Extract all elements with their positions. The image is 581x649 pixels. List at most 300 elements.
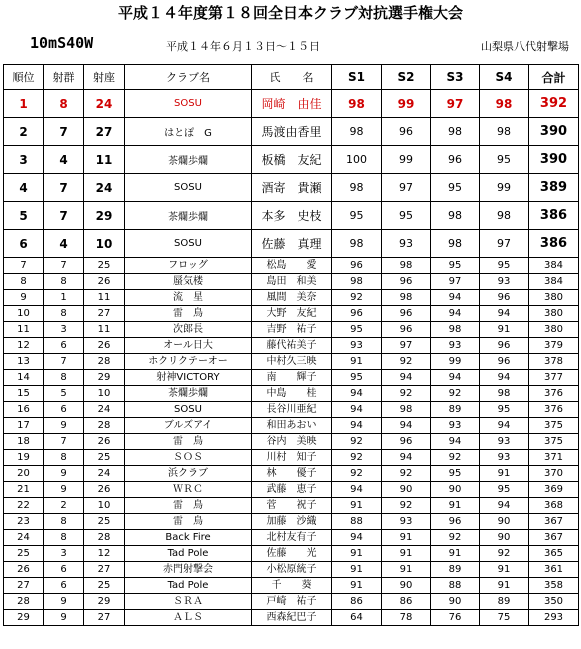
table-row <box>4 354 579 370</box>
cell-firing-point: 26 <box>84 338 125 354</box>
cell-club: 射神VICTORY <box>125 370 252 386</box>
cell-s1: 91 <box>332 562 382 578</box>
cell-s1: 94 <box>332 402 382 418</box>
cell-s4: 94 <box>480 498 529 514</box>
cell-rank: 20 <box>4 466 44 482</box>
cell-club: SOSU <box>125 230 252 258</box>
cell-s4: 93 <box>480 274 529 290</box>
cell-s1: 94 <box>332 418 382 434</box>
cell-s4: 93 <box>480 434 529 450</box>
cell-firing-point: 10 <box>84 230 125 258</box>
col-header-relay: 射群 <box>44 65 84 90</box>
cell-s2: 94 <box>382 370 431 386</box>
cell-s2: 95 <box>382 202 431 230</box>
cell-relay: 7 <box>44 434 84 450</box>
cell-s1: 100 <box>332 146 382 174</box>
cell-relay: 7 <box>44 258 84 274</box>
cell-rank: 16 <box>4 402 44 418</box>
cell-s1: 64 <box>332 610 382 626</box>
cell-name: 川村 知子 <box>252 450 332 466</box>
cell-rank: 14 <box>4 370 44 386</box>
cell-name: 戸崎 祐子 <box>252 594 332 610</box>
cell-firing-point: 24 <box>84 402 125 418</box>
cell-s1: 91 <box>332 498 382 514</box>
cell-s1: 91 <box>332 354 382 370</box>
cell-s3: 98 <box>431 230 480 258</box>
cell-club: 流 星 <box>125 290 252 306</box>
cell-name: 加藤 沙織 <box>252 514 332 530</box>
cell-relay: 9 <box>44 466 84 482</box>
cell-s1: 96 <box>332 306 382 322</box>
cell-relay: 1 <box>44 290 84 306</box>
col-header-s1: S1 <box>332 65 382 90</box>
cell-rank: 29 <box>4 610 44 626</box>
cell-name: 風間 美奈 <box>252 290 332 306</box>
cell-s1: 95 <box>332 202 382 230</box>
cell-relay: 8 <box>44 530 84 546</box>
cell-rank: 13 <box>4 354 44 370</box>
cell-s4: 95 <box>480 146 529 174</box>
cell-total: 350 <box>529 594 579 610</box>
table-row <box>4 578 579 594</box>
cell-total: 376 <box>529 402 579 418</box>
col-header-firing-point: 射座 <box>84 65 125 90</box>
cell-s2: 90 <box>382 578 431 594</box>
cell-name: 島田 和美 <box>252 274 332 290</box>
table-row <box>4 482 579 498</box>
cell-club: はとぽ G <box>125 118 252 146</box>
cell-name: 和田あおい <box>252 418 332 434</box>
cell-s2: 93 <box>382 230 431 258</box>
cell-rank: 8 <box>4 274 44 290</box>
cell-s2: 91 <box>382 562 431 578</box>
cell-s2: 98 <box>382 290 431 306</box>
cell-name: 岡崎 由佳 <box>252 90 332 118</box>
cell-rank: 9 <box>4 290 44 306</box>
cell-s3: 94 <box>431 290 480 306</box>
cell-s3: 96 <box>431 146 480 174</box>
cell-club: Tad Pole <box>125 578 252 594</box>
cell-relay: 8 <box>44 370 84 386</box>
cell-total: 370 <box>529 466 579 482</box>
table-row <box>4 230 579 258</box>
cell-s3: 76 <box>431 610 480 626</box>
cell-club: オール日大 <box>125 338 252 354</box>
cell-total: 361 <box>529 562 579 578</box>
cell-s4: 95 <box>480 402 529 418</box>
cell-club: Tad Pole <box>125 546 252 562</box>
cell-total: 379 <box>529 338 579 354</box>
results-table <box>3 64 579 626</box>
cell-firing-point: 29 <box>84 370 125 386</box>
cell-s3: 98 <box>431 202 480 230</box>
cell-name: 板橋 友紀 <box>252 146 332 174</box>
cell-total: 371 <box>529 450 579 466</box>
cell-s1: 98 <box>332 230 382 258</box>
cell-s3: 94 <box>431 434 480 450</box>
cell-name: 小松原統子 <box>252 562 332 578</box>
cell-s4: 98 <box>480 118 529 146</box>
cell-s3: 94 <box>431 370 480 386</box>
cell-total: 380 <box>529 322 579 338</box>
cell-rank: 12 <box>4 338 44 354</box>
cell-rank: 26 <box>4 562 44 578</box>
table-row <box>4 174 579 202</box>
cell-relay: 8 <box>44 274 84 290</box>
cell-s2: 92 <box>382 386 431 402</box>
cell-rank: 23 <box>4 514 44 530</box>
table-row <box>4 370 579 386</box>
cell-name: 千 葵 <box>252 578 332 594</box>
table-row <box>4 514 579 530</box>
cell-firing-point: 26 <box>84 274 125 290</box>
cell-total: 384 <box>529 274 579 290</box>
cell-name: 佐藤 真理 <box>252 230 332 258</box>
table-row <box>4 306 579 322</box>
cell-s3: 92 <box>431 530 480 546</box>
cell-s1: 93 <box>332 338 382 354</box>
cell-name: 中村久三映 <box>252 354 332 370</box>
cell-s1: 98 <box>332 90 382 118</box>
cell-firing-point: 28 <box>84 354 125 370</box>
table-row <box>4 434 579 450</box>
cell-total: 365 <box>529 546 579 562</box>
cell-s4: 75 <box>480 610 529 626</box>
cell-rank: 10 <box>4 306 44 322</box>
cell-relay: 6 <box>44 338 84 354</box>
cell-s3: 98 <box>431 322 480 338</box>
cell-s4: 94 <box>480 370 529 386</box>
cell-relay: 4 <box>44 230 84 258</box>
cell-total: 386 <box>529 202 579 230</box>
cell-s4: 98 <box>480 90 529 118</box>
cell-s3: 95 <box>431 258 480 274</box>
cell-firing-point: 10 <box>84 386 125 402</box>
cell-relay: 9 <box>44 594 84 610</box>
cell-relay: 8 <box>44 450 84 466</box>
cell-club: 雷 鳥 <box>125 306 252 322</box>
cell-total: 386 <box>529 230 579 258</box>
cell-s1: 98 <box>332 274 382 290</box>
cell-relay: 3 <box>44 546 84 562</box>
col-header-s4: S4 <box>480 65 529 90</box>
cell-s4: 98 <box>480 386 529 402</box>
cell-firing-point: 25 <box>84 258 125 274</box>
table-row <box>4 402 579 418</box>
col-header-total: 合計 <box>529 65 579 90</box>
cell-relay: 6 <box>44 578 84 594</box>
cell-relay: 7 <box>44 354 84 370</box>
cell-total: 389 <box>529 174 579 202</box>
cell-relay: 7 <box>44 174 84 202</box>
cell-s3: 88 <box>431 578 480 594</box>
cell-total: 367 <box>529 530 579 546</box>
cell-rank: 6 <box>4 230 44 258</box>
cell-rank: 19 <box>4 450 44 466</box>
cell-firing-point: 26 <box>84 434 125 450</box>
cell-club: ＷＲＣ <box>125 482 252 498</box>
cell-firing-point: 11 <box>84 322 125 338</box>
cell-s2: 99 <box>382 146 431 174</box>
cell-s3: 96 <box>431 514 480 530</box>
cell-firing-point: 28 <box>84 418 125 434</box>
cell-s3: 93 <box>431 418 480 434</box>
cell-s3: 90 <box>431 482 480 498</box>
cell-club: 蜃気楼 <box>125 274 252 290</box>
cell-firing-point: 24 <box>84 174 125 202</box>
cell-s3: 89 <box>431 402 480 418</box>
table-row <box>4 530 579 546</box>
cell-total: 392 <box>529 90 579 118</box>
cell-rank: 27 <box>4 578 44 594</box>
cell-firing-point: 25 <box>84 578 125 594</box>
cell-relay: 3 <box>44 322 84 338</box>
table-row <box>4 466 579 482</box>
cell-s2: 98 <box>382 258 431 274</box>
cell-total: 367 <box>529 514 579 530</box>
cell-relay: 9 <box>44 482 84 498</box>
cell-s3: 93 <box>431 338 480 354</box>
cell-club: Back Fire <box>125 530 252 546</box>
cell-s4: 91 <box>480 562 529 578</box>
cell-name: 大野 友紀 <box>252 306 332 322</box>
cell-s2: 92 <box>382 354 431 370</box>
cell-s3: 97 <box>431 90 480 118</box>
cell-firing-point: 28 <box>84 530 125 546</box>
cell-s3: 95 <box>431 466 480 482</box>
cell-club: ＡＬＳ <box>125 610 252 626</box>
cell-s1: 94 <box>332 482 382 498</box>
cell-firing-point: 24 <box>84 466 125 482</box>
cell-firing-point: 27 <box>84 610 125 626</box>
cell-s2: 99 <box>382 90 431 118</box>
cell-club: 赤門射撃会 <box>125 562 252 578</box>
event-venue: 山梨県八代射撃場 <box>481 40 569 53</box>
cell-name: 菅 祝子 <box>252 498 332 514</box>
cell-rank: 28 <box>4 594 44 610</box>
cell-total: 375 <box>529 434 579 450</box>
cell-club: ホクリクテーオー <box>125 354 252 370</box>
cell-club: 次郎長 <box>125 322 252 338</box>
cell-relay: 9 <box>44 610 84 626</box>
col-header-rank: 順位 <box>4 65 44 90</box>
cell-total: 375 <box>529 418 579 434</box>
cell-s2: 96 <box>382 434 431 450</box>
cell-rank: 7 <box>4 258 44 274</box>
cell-total: 390 <box>529 118 579 146</box>
cell-relay: 8 <box>44 306 84 322</box>
cell-rank: 25 <box>4 546 44 562</box>
cell-club: ＳＲＡ <box>125 594 252 610</box>
cell-s2: 96 <box>382 322 431 338</box>
cell-s4: 92 <box>480 546 529 562</box>
cell-firing-point: 24 <box>84 90 125 118</box>
cell-total: 377 <box>529 370 579 386</box>
cell-s4: 96 <box>480 290 529 306</box>
cell-s2: 90 <box>382 482 431 498</box>
cell-name: 藤代祐美子 <box>252 338 332 354</box>
cell-s4: 90 <box>480 514 529 530</box>
cell-rank: 17 <box>4 418 44 434</box>
cell-s3: 99 <box>431 354 480 370</box>
table-row <box>4 322 579 338</box>
cell-s4: 96 <box>480 354 529 370</box>
cell-rank: 1 <box>4 90 44 118</box>
cell-s2: 92 <box>382 498 431 514</box>
cell-s3: 92 <box>431 386 480 402</box>
cell-s2: 94 <box>382 450 431 466</box>
cell-name: 長谷川亜紀 <box>252 402 332 418</box>
cell-s4: 94 <box>480 418 529 434</box>
col-header-s2: S2 <box>382 65 431 90</box>
cell-firing-point: 10 <box>84 498 125 514</box>
cell-s2: 96 <box>382 306 431 322</box>
page-title: 平成１４年度第１８回全日本クラブ対抗選手権大会 <box>117 4 463 22</box>
cell-name: 松島 愛 <box>252 258 332 274</box>
cell-rank: 4 <box>4 174 44 202</box>
cell-relay: 7 <box>44 202 84 230</box>
cell-s1: 91 <box>332 546 382 562</box>
cell-s1: 91 <box>332 578 382 594</box>
cell-s4: 95 <box>480 482 529 498</box>
cell-firing-point: 25 <box>84 450 125 466</box>
cell-club: SOSU <box>125 90 252 118</box>
cell-s4: 91 <box>480 322 529 338</box>
cell-club: 雷 鳥 <box>125 434 252 450</box>
cell-total: 358 <box>529 578 579 594</box>
cell-relay: 4 <box>44 146 84 174</box>
cell-s2: 86 <box>382 594 431 610</box>
cell-s3: 94 <box>431 306 480 322</box>
cell-firing-point: 12 <box>84 546 125 562</box>
cell-s2: 98 <box>382 402 431 418</box>
cell-s1: 95 <box>332 370 382 386</box>
cell-relay: 6 <box>44 562 84 578</box>
cell-s4: 91 <box>480 466 529 482</box>
cell-s2: 94 <box>382 418 431 434</box>
cell-s3: 92 <box>431 450 480 466</box>
cell-total: 293 <box>529 610 579 626</box>
cell-s1: 98 <box>332 118 382 146</box>
cell-relay: 9 <box>44 418 84 434</box>
table-row <box>4 546 579 562</box>
cell-s4: 94 <box>480 306 529 322</box>
cell-name: 中島 桂 <box>252 386 332 402</box>
table-row <box>4 90 579 118</box>
cell-name: 林 優子 <box>252 466 332 482</box>
cell-rank: 2 <box>4 118 44 146</box>
cell-s1: 98 <box>332 174 382 202</box>
cell-total: 380 <box>529 290 579 306</box>
cell-s3: 98 <box>431 118 480 146</box>
cell-s3: 91 <box>431 546 480 562</box>
cell-rank: 21 <box>4 482 44 498</box>
cell-total: 376 <box>529 386 579 402</box>
table-row <box>4 290 579 306</box>
cell-club: 茶爛歩爛 <box>125 146 252 174</box>
cell-rank: 22 <box>4 498 44 514</box>
table-row <box>4 418 579 434</box>
cell-s1: 92 <box>332 450 382 466</box>
cell-relay: 7 <box>44 118 84 146</box>
cell-club: ＳＯＳ <box>125 450 252 466</box>
cell-name: 北村友有子 <box>252 530 332 546</box>
cell-s2: 92 <box>382 466 431 482</box>
cell-club: SOSU <box>125 402 252 418</box>
cell-s1: 95 <box>332 322 382 338</box>
cell-s2: 96 <box>382 118 431 146</box>
cell-club: ブルズアイ <box>125 418 252 434</box>
table-row <box>4 258 579 274</box>
cell-s1: 92 <box>332 290 382 306</box>
cell-rank: 18 <box>4 434 44 450</box>
cell-name: 本多 史枝 <box>252 202 332 230</box>
cell-rank: 11 <box>4 322 44 338</box>
cell-s2: 93 <box>382 514 431 530</box>
cell-total: 368 <box>529 498 579 514</box>
cell-rank: 15 <box>4 386 44 402</box>
cell-s2: 91 <box>382 546 431 562</box>
cell-firing-point: 27 <box>84 118 125 146</box>
table-row <box>4 338 579 354</box>
cell-s4: 99 <box>480 174 529 202</box>
cell-s4: 89 <box>480 594 529 610</box>
table-header-row <box>4 65 579 90</box>
table-row <box>4 274 579 290</box>
cell-club: 雷 鳥 <box>125 498 252 514</box>
cell-name: 南 輝子 <box>252 370 332 386</box>
cell-name: 佐藤 光 <box>252 546 332 562</box>
cell-s1: 92 <box>332 434 382 450</box>
cell-firing-point: 27 <box>84 562 125 578</box>
cell-s4: 97 <box>480 230 529 258</box>
results-body <box>4 90 579 626</box>
cell-firing-point: 11 <box>84 146 125 174</box>
cell-s4: 93 <box>480 450 529 466</box>
cell-s2: 97 <box>382 338 431 354</box>
cell-s2: 97 <box>382 174 431 202</box>
col-header-name: 氏 名 <box>252 65 332 90</box>
cell-s1: 96 <box>332 258 382 274</box>
cell-club: フロッグ <box>125 258 252 274</box>
cell-s3: 97 <box>431 274 480 290</box>
cell-s4: 98 <box>480 202 529 230</box>
cell-s1: 92 <box>332 466 382 482</box>
cell-s1: 94 <box>332 386 382 402</box>
cell-s2: 91 <box>382 530 431 546</box>
table-row <box>4 118 579 146</box>
table-row <box>4 386 579 402</box>
cell-total: 380 <box>529 306 579 322</box>
cell-club: 浜クラブ <box>125 466 252 482</box>
cell-firing-point: 29 <box>84 202 125 230</box>
cell-s3: 89 <box>431 562 480 578</box>
cell-name: 吉野 祐子 <box>252 322 332 338</box>
cell-s2: 96 <box>382 274 431 290</box>
cell-firing-point: 25 <box>84 514 125 530</box>
event-date: 平成１４年６月１３日～１５日 <box>166 40 320 53</box>
col-header-club: クラブ名 <box>125 65 252 90</box>
col-header-s3: S3 <box>431 65 480 90</box>
cell-s2: 78 <box>382 610 431 626</box>
table-row <box>4 498 579 514</box>
table-row <box>4 146 579 174</box>
table-row <box>4 562 579 578</box>
cell-rank: 5 <box>4 202 44 230</box>
cell-name: 西森紀巴子 <box>252 610 332 626</box>
cell-relay: 6 <box>44 402 84 418</box>
cell-total: 384 <box>529 258 579 274</box>
